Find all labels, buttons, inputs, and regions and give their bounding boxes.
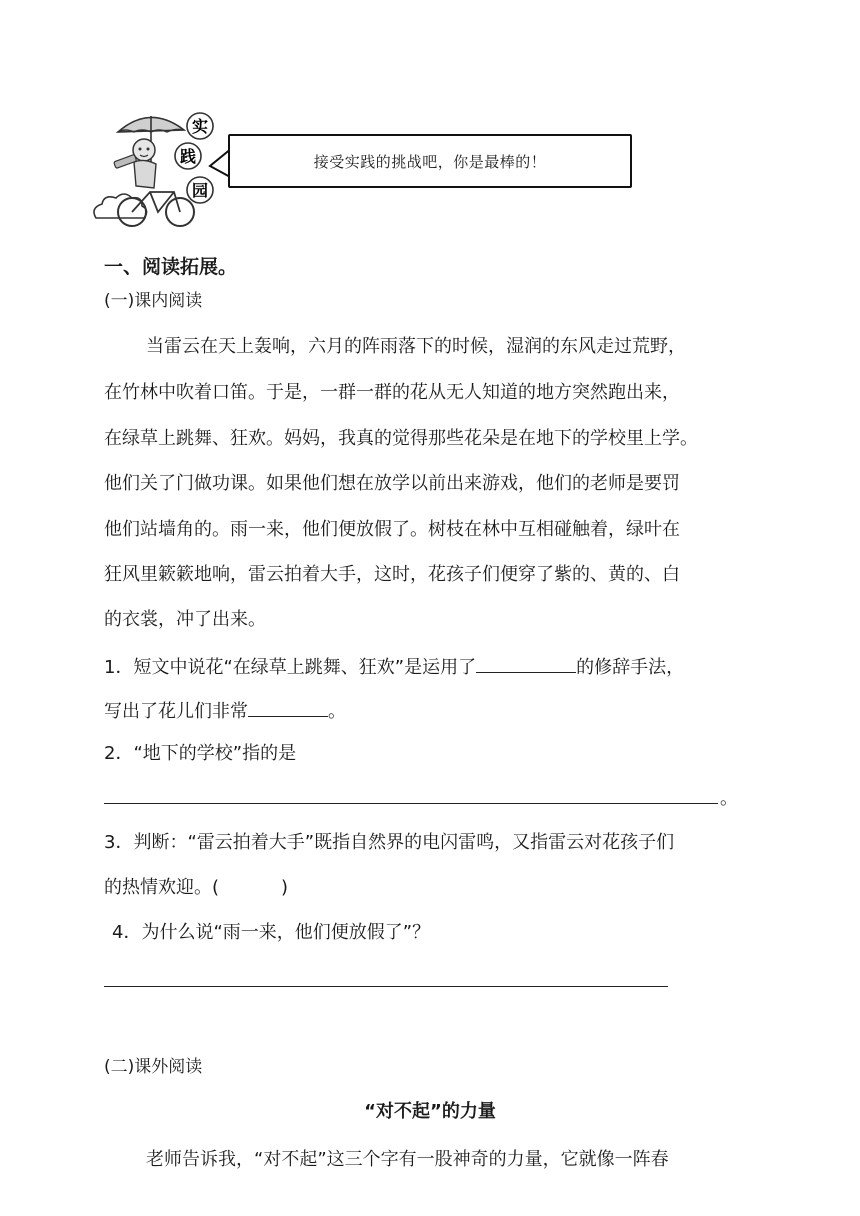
answer-blank-rhetoric[interactable] <box>476 656 576 673</box>
passage1-line-4: 他们关了门做功课。如果他们想在放学以前出来游戏，他们的老师是要罚 <box>104 473 680 494</box>
svg-text:园: 园 <box>191 181 209 200</box>
question-1-line-1: 1．短文中说花“在绿草上跳舞、狂欢”是运用了 的修辞手法， <box>104 657 685 678</box>
passage1-line-3: 在绿草上跳舞、狂欢。妈妈，我真的觉得那些花朵是在地下的学校里上学。 <box>104 428 698 449</box>
speech-text: 接受实践的挑战吧，你是最棒的！ <box>313 152 547 171</box>
passage1-line-1: 当雷云在天上轰响，六月的阵雨落下的时候，湿润的东风走过荒野， <box>146 336 686 357</box>
q2-end-mark: 。 <box>720 788 738 809</box>
passage2-line-1: 老师告诉我，“对不起”这三个字有一股神奇的力量，它就像一阵春 <box>146 1149 669 1170</box>
article-title: “对不起”的力量 <box>364 1101 496 1122</box>
passage1-line-6: 狂风里簌簌地响，雷云拍着大手，这时，花孩子们便穿了紫的、黄的、白 <box>104 564 680 585</box>
svg-text:实: 实 <box>191 117 209 136</box>
speech-bubble <box>228 134 632 188</box>
question-2: 2．“地下的学校”指的是 <box>104 743 297 764</box>
badge-shi <box>187 113 213 139</box>
answer-line-q2[interactable] <box>104 803 718 804</box>
part1-title: (一)课内阅读 <box>104 291 203 311</box>
svg-text:践: 践 <box>179 147 197 166</box>
answer-blank-feeling[interactable] <box>248 700 328 717</box>
badge-jian <box>175 143 201 169</box>
part2-title: (二)课外阅读 <box>104 1057 203 1077</box>
question-4: 4．为什么说“雨一来，他们便放假了”？ <box>112 922 431 943</box>
passage1-line-2: 在竹林中吹着口笛。于是，一群一群的花从无人知道的地方突然跑出来， <box>104 382 680 403</box>
passage1-line-7: 的衣裳，冲了出来。 <box>104 609 266 630</box>
section-title: 一、阅读拓展。 <box>104 256 238 278</box>
answer-line-q4[interactable] <box>104 986 668 987</box>
mascot-illustration <box>88 100 228 235</box>
question-3-line-1: 3．判断：“雷云拍着大手”既指自然界的电闪雷鸣，又指雷云对花孩子们 <box>104 832 675 853</box>
question-1-line-2: 写出了花儿们非常 。 <box>104 701 346 722</box>
passage1-line-5: 他们站墙角的。雨一来，他们便放假了。树枝在林中互相碰触着，绿叶在 <box>104 519 680 540</box>
question-3-line-2: 的热情欢迎。( ) <box>104 877 289 898</box>
